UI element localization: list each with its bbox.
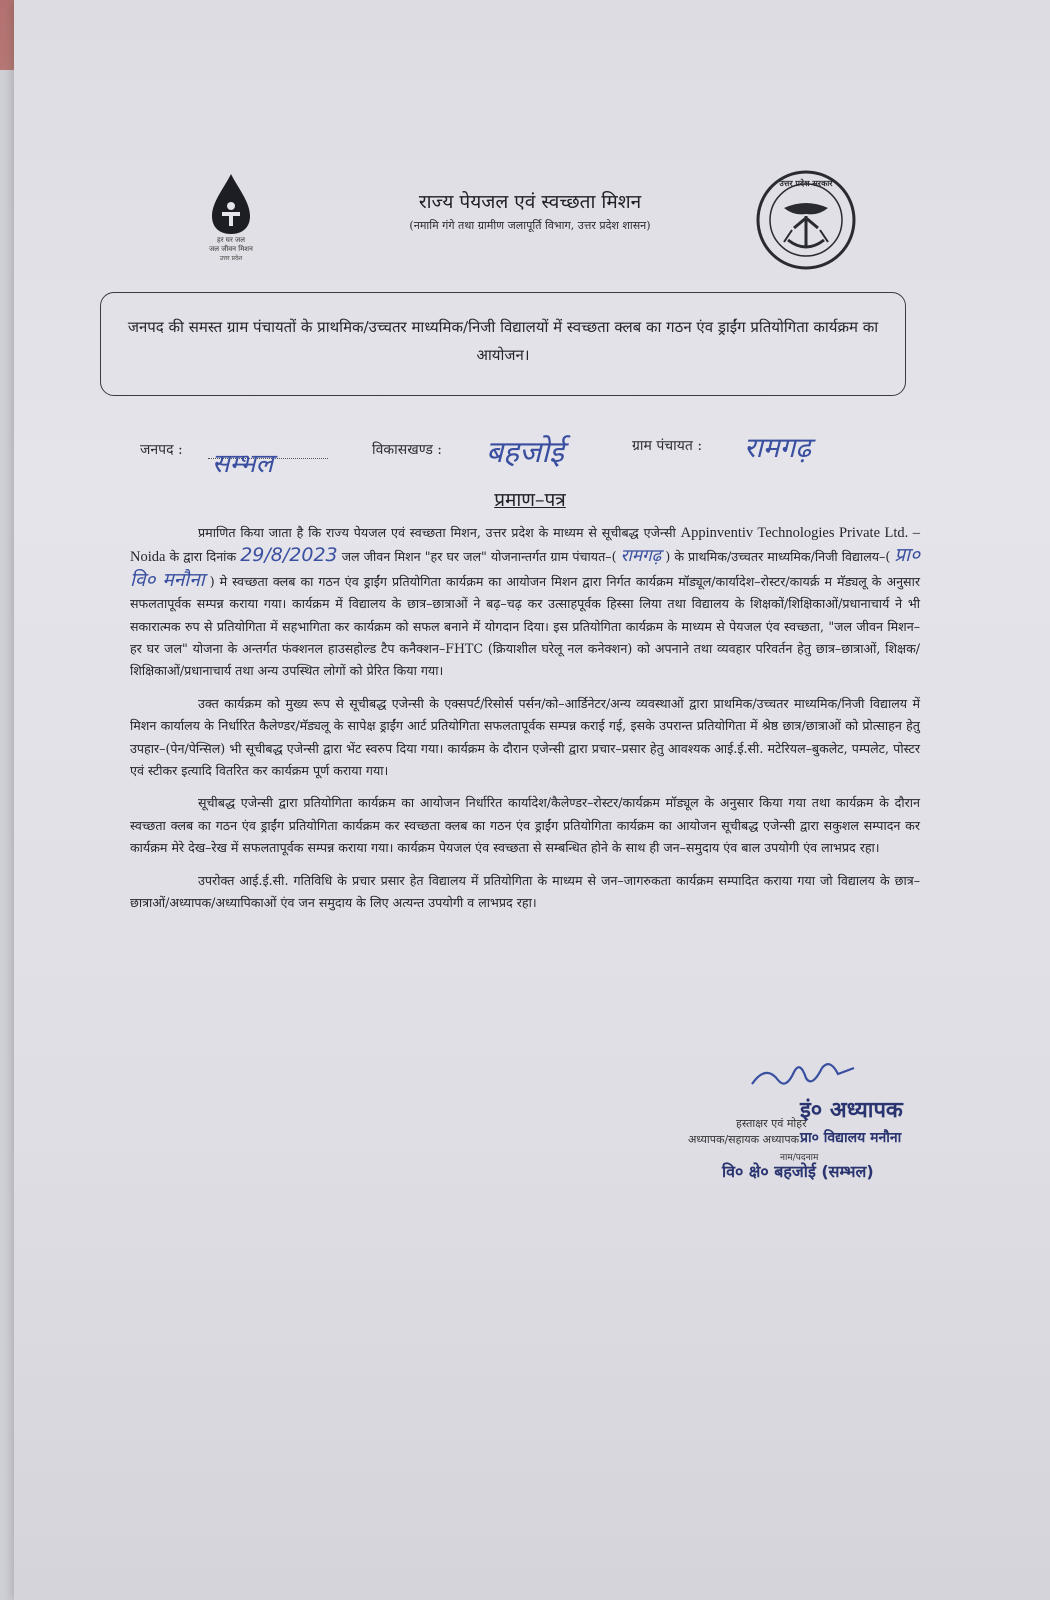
paragraph-4: उपरोक्त आई.ई.सी. गतिविधि के प्रचार प्रसार हेत विद्यालय में प्रतियोगिता के माध्यम से जन–जागरुकता कार्यक्रम सम्पादित कराया गया जो विद्यालय के छात्र–छात्राओं/अध्यापक/अध्यापिकाओं एंव जन समुदाय के लिए अत्यन्त उपयोगी व लाभप्रद रहा। [130, 872, 920, 911]
stamp-line-1: इं० अध्यापक [800, 1098, 903, 1123]
agency-name: Appinventiv Technologies Private Ltd. – Noida [130, 525, 920, 566]
handwritten-gram-panchayat: रामगढ़ [620, 546, 662, 567]
block-label: विकासखण्ड : [372, 442, 443, 458]
mission-title: राज्य पेयजल एवं स्वच्छता मिशन [418, 191, 642, 213]
paragraph-3: सूचीबद्ध एजेन्सी द्वारा प्रतियोगिता कार्यक्रम का आयोजन निर्धारित कार्यादेश/कैलेण्डर–रोस्टर/कार्यक्रम मॉड्यूल के अनुसार किया गया तथा कार्यक्रम के दौरान स्वच्छता क्लब का गठन एंव ड्राईंग प्रतियोगिता कार्यक्रम कर स्वच्छता क्लब का गठन एंव ड्राईंग प्रतियोगिता कार्यक्रम का आयोजन सूचीबद्ध एजेन्सी द्वारा सकुशल सम्पादन कर कार्यक्रम मेरे देख–रेख में सफलतापूर्वक सम्पन्न कराया गया। कार्यक्रम पेयजल एंव स्वच्छता से सम्बन्धित होने के साथ ही जन–समुदाय एंव बाल उपयोगी एंव लाभप्रद रहा। [130, 795, 920, 856]
p1-rest: ) मे स्वच्छता क्लब का गठन एंव ड्राईंग प्रतियोगिता कार्यक्रम का आयोजन मिशन द्वारा निर्गत कार्यक्रम मॉड्यूल/कार्यादेश–रोस्टर/कायर्क्र म मॅड्यलू के अनुसार सफलतापूर्वक सम्पन्न कराया गया। कार्यक्रम में विद्यालय के छात्र–छात्राओं ने बढ़–चढ़ कर उत्साहपूर्वक हिस्सा लिया तथा विद्यालय के शिक्षकों/शिक्षिकाओं/प्रधानाचार्य ने भी सकारात्मक रुप से प्रतियोगिता में सहभागिता कर कार्यक्रम को सफल बनाने में योगदान दिया। इस प्रतियोगिता कार्यक्रम के माध्यम से पेयजल एंव स्वच्छता, "जल जीवन मिशन–हर घर जल" योजना के अन्तर्गत फंक्शनल हाउसहोल्ड टैप कनैक्शन–FHTC (क्रियाशील घरेलू नल कनेक्शन) को अपनाने तथा व्यवहार परिवर्तन हेतु छात्र–छात्राओं, शिक्षक/शिक्षिकाओं/प्रधानाचार्य तथा अन्य उपस्थित लोगों को प्रेरित किया गया। [130, 573, 920, 679]
stamp-line-2: प्रा० विद्यालय मनौना [800, 1130, 902, 1146]
emblem-ring-text: उत्तर प्रदेश सरकार [779, 179, 833, 188]
p1-date-label: के द्वारा दिनांक [169, 549, 237, 565]
signature-mark [748, 1054, 858, 1094]
stamp-line-3: वि० क्षे० बहजोई (सम्भल) [722, 1162, 874, 1181]
designation-label: नाम/पदनाम [780, 1153, 819, 1163]
certificate-title: प्रमाण–पत्र [494, 489, 566, 511]
logo-left-caption-1: हर घर जल [217, 236, 245, 244]
p1-intro: प्रमाणित किया जाता है कि राज्य पेयजल एवं स्वच्छता मिशन, उत्तर प्रदेश के माध्यम से सूचीबद्ध एजेन्सी [198, 525, 676, 540]
panchayat-label: ग्राम पंचायत : [632, 438, 703, 454]
district-handwritten: सम्भल [212, 449, 274, 479]
signature-label: हस्ताक्षर एवं मोहर [736, 1117, 807, 1130]
panchayat-handwritten: रामगढ़ [744, 431, 811, 464]
subject-box [100, 292, 906, 396]
logo-left-caption-2: जल जीवन मिशन [209, 245, 253, 253]
handwritten-school: प्रा० वि० मनौना [130, 544, 920, 591]
logo-left-caption-3: उत्तर प्रदेश [219, 255, 243, 262]
p1-scheme: जल जीवन मिशन "हर घर जल" योजनान्तर्गत ग्राम पंचायत–( [341, 549, 617, 565]
paragraph-2: उक्त कार्यक्रम को मुख्य रूप से सूचीबद्ध एजेन्सी के एक्सपर्ट/रिसोर्स पर्सन/को–आर्डिनेटर/अन्य व्यवस्थाओं द्वारा प्राथमिक/उच्चतर माध्यमिक/निजी विद्यालय में मिशन कार्यालय के निर्धारित कैलेण्डर/मॅड्यलू के सापेक्ष ड्राईंग आर्ट प्रतियोगिता सफलतापूर्वक सम्पन्न कराई गई, इसके उपरान्त प्रतियोगिता में श्रेष्ठ छात्र/छात्राओं को प्रोत्साहन हेतु उपहार–(पेन/पेन्सिल) भी सूचीबद्ध एजेन्सी द्वारा भेंट स्वरुप दिया गया। कार्यक्रम के दौरान एजेन्सी द्वारा प्रचार–प्रसार हेतु आवश्यक आई.ई.सी. मटेरियल–बुकलेट, पम्पलेट, पोस्टर एवं स्टीकर इत्यादि वितरित कर कार्यक्रम पूर्ण कराया गया। [130, 695, 920, 779]
district-label: जनपद : [140, 442, 183, 458]
p1-school-label: ) के प्राथमिक/उच्चतर माध्यमिक/निजी विद्यालय–( [665, 549, 891, 565]
handwritten-date: 29/8/2023 [240, 544, 338, 567]
block-handwritten: बहजोई [486, 435, 564, 470]
subject-text: जनपद की समस्त ग्राम पंचायतों के प्राथमिक/उच्चतर माध्यमिक/निजी विद्यालयों में स्वच्छता क्लब का गठन एंव ड्राईंग प्रतियोगिता कार्यक्रम का आयोजन। [127, 318, 879, 364]
mission-subtitle: (नमामि गंगे तथा ग्रामीण जलापूर्ति विभाग, उत्तर प्रदेश शासन) [409, 219, 651, 232]
role-label: अध्यापक/सहायक अध्यापक [688, 1133, 800, 1146]
paragraph-1 [130, 522, 920, 683]
certificate-body [130, 522, 920, 925]
